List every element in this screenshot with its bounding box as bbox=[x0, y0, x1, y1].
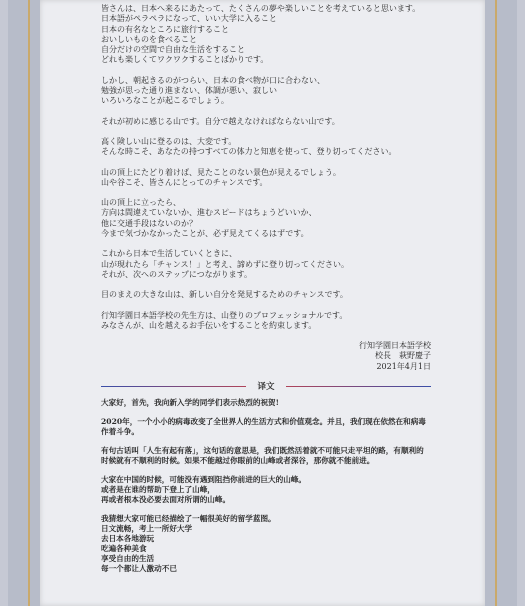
jp-paragraph: 行知学園日本語学校の先生方は、山登りのプロフェッショナルです。 みなさんが、山を越えるお手伝いをすることを約束します。 bbox=[101, 310, 348, 330]
jp-paragraph: 目のまえの大きな山は、新しい自分を発見するためのチャンスです。 bbox=[101, 290, 348, 300]
jp-paragraph: 山の頂上にたどり着けば、見たことのない景色が見えるでしょう。 山や谷こそ、皆さんにとってのチャンスです。 bbox=[101, 167, 341, 187]
cn-paragraph: 我猜想大家可能已经描绘了一幅很美好的留学蓝图。 日文流畅，考上一所好大学 去日本各地游玩 吃遍各种美食 享受自由的生活 每一个都让人激动不已 bbox=[101, 514, 276, 574]
translation-label: 译文 bbox=[257, 382, 275, 393]
letter-content bbox=[101, 4, 431, 583]
jp-paragraph: しかし、朝起きるのがつらい、日本の食べ物が口に合わない、 勉強が思った通り進まない、体調が悪い、寂しい いろいろなことが起こるでしょう。 bbox=[101, 75, 325, 106]
chinese-translation bbox=[101, 398, 431, 574]
divider-line-left bbox=[101, 386, 246, 387]
cn-paragraph: 有句古话叫「人生有起有落」，这句话的意思是，我们既然活着就不可能只走平坦的路，有顺利的时候就有不顺利的时候。如果不能越过你眼前的山峰或者深谷，那你就不能前进。 bbox=[101, 446, 424, 466]
cn-paragraph: 2020年，一个小小的病毒改变了全世界人的生活方式和价值观念。并且，我们现在依然在和病毒作着斗争。 bbox=[101, 417, 426, 437]
jp-paragraph: 高く険しい山に登るのは、大変です。 そんな時こそ、あなたの持つすべての体力と知恵を使って、登り切ってください。 bbox=[101, 136, 397, 157]
translation-divider bbox=[101, 380, 431, 392]
letter-date: 2021年4月1日 bbox=[376, 361, 431, 371]
japanese-message bbox=[101, 4, 431, 331]
cn-paragraph: 大家在中国的时候，可能没有遇到阻挡你前进的巨大的山峰。 或者是在谁的帮助下登上了山峰， 再或者根本没必要去面对所谓的山峰。 bbox=[101, 475, 307, 505]
jp-paragraph: これから日本で生活していくときに、 山が現れたら「チャンス！」と考え、諦めずに登り切ってください。 それが、次へのステップにつながります。 bbox=[101, 249, 349, 279]
school-name: 行知学園日本語学校 bbox=[359, 341, 431, 351]
cn-paragraph: 大家好，首先，我向新入学的同学们表示热烈的祝贺! bbox=[101, 398, 279, 408]
jp-paragraph: 皆さんは、日本へ来るにあたって、たくさんの夢や楽しいことを考えていると思います。 日本語がペラペラになって、いい大学に入ること 日本の有名なところに旅行すること おいしいものを食べること 自分だけの空間で自由な生活をすること どれも楽しくてワクワクすることばかりです。 bbox=[101, 4, 421, 65]
jp-paragraph: 山の頂上に立ったら、 方向は間違えていないか、進むスピードはちょうどいいか、 他に交通手段はないのか？ 今まで気づかなかったことが、必ず見えてくるはずです。 bbox=[101, 198, 317, 239]
principal-name: 校長 萩野慶子 bbox=[375, 351, 431, 361]
divider-line-right bbox=[286, 386, 431, 387]
signature-block bbox=[101, 341, 431, 372]
jp-paragraph: それが初めに感じる山です。自分で越えなければならない山です。 bbox=[101, 116, 340, 126]
